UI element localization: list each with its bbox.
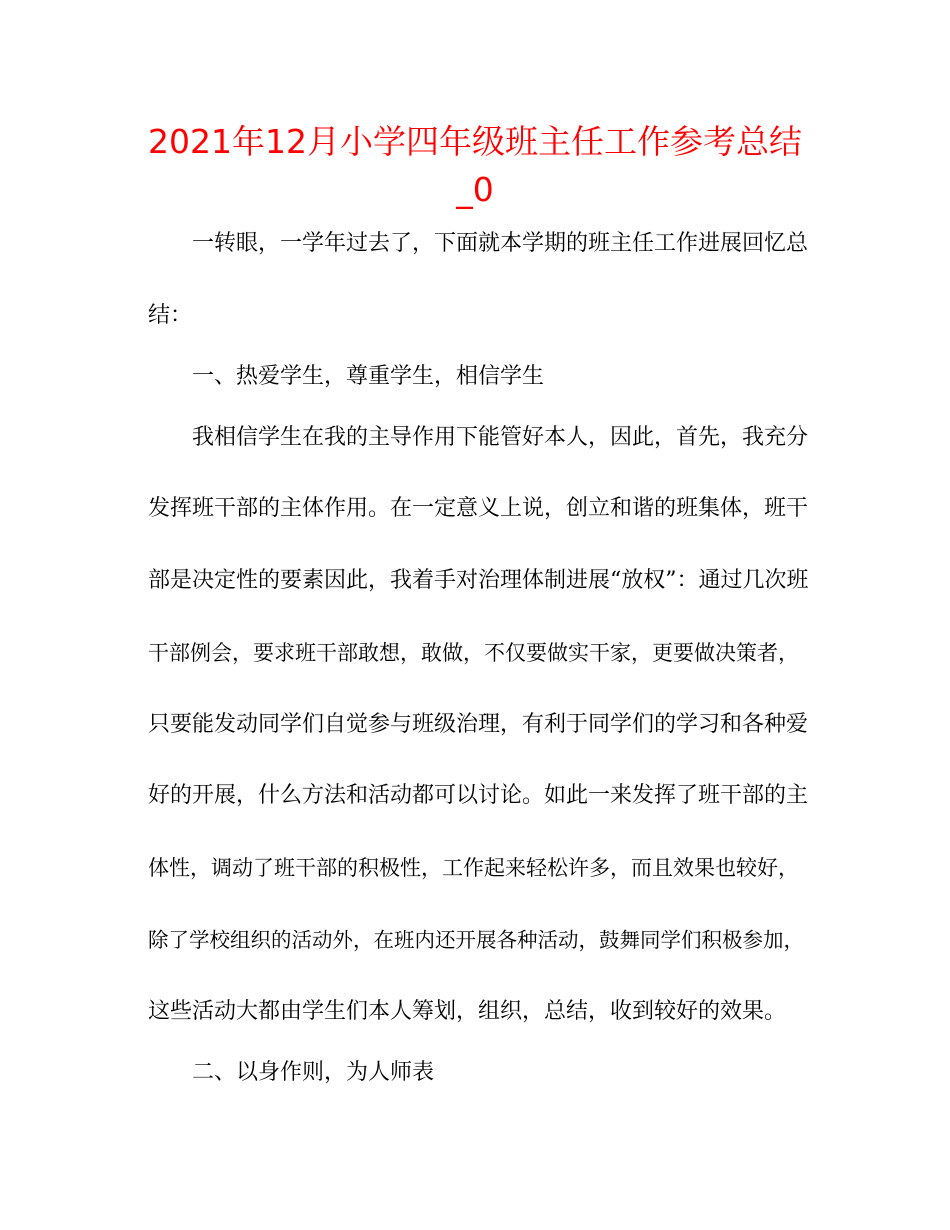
paragraph-line: 体性，调动了班干部的积极性，工作起来轻松许多，而且效果也较好， bbox=[148, 856, 799, 880]
paragraph-line: 只要能发动同学们自觉参与班级治理，有利于同学们的学习和各种爱 bbox=[148, 712, 809, 737]
paragraph-line: 干部例会，要求班干部敢想，敢做，不仅要做实干家，更要做决策者， bbox=[148, 641, 799, 665]
paragraph-line: 部是决定性的要素因此，我着手对治理体制进展“放权”：通过几次班 bbox=[148, 568, 809, 593]
paragraph-line: 我相信学生在我的主导作用下能管好本人，因此，首先，我充分 bbox=[192, 425, 809, 450]
paragraph-line: 除了学校组织的活动外，在班内还开展各种活动，鼓舞同学们积极参加， bbox=[148, 928, 804, 952]
paragraph-line: 一转眼，一学年过去了，下面就本学期的班主任工作进展回忆总 bbox=[192, 231, 809, 256]
paragraph-line: 结： bbox=[148, 303, 193, 328]
section-heading: 二、以身作则，为人师表 bbox=[192, 1060, 435, 1085]
paragraph-line: 这些活动大都由学生们本人筹划，组织，总结，收到较好的效果。 bbox=[148, 999, 787, 1024]
paragraph-line: 发挥班干部的主体作用。在一定意义上说，创立和谐的班集体，班干 bbox=[148, 496, 809, 521]
document-title: 2021年12月小学四年级班主任工作参考总结_0 bbox=[148, 122, 802, 209]
section-heading: 一、热爱学生，尊重学生，相信学生 bbox=[192, 364, 545, 389]
paragraph-line: 好的开展，什么方法和活动都可以讨论。如此一来发挥了班干部的主 bbox=[148, 783, 809, 808]
